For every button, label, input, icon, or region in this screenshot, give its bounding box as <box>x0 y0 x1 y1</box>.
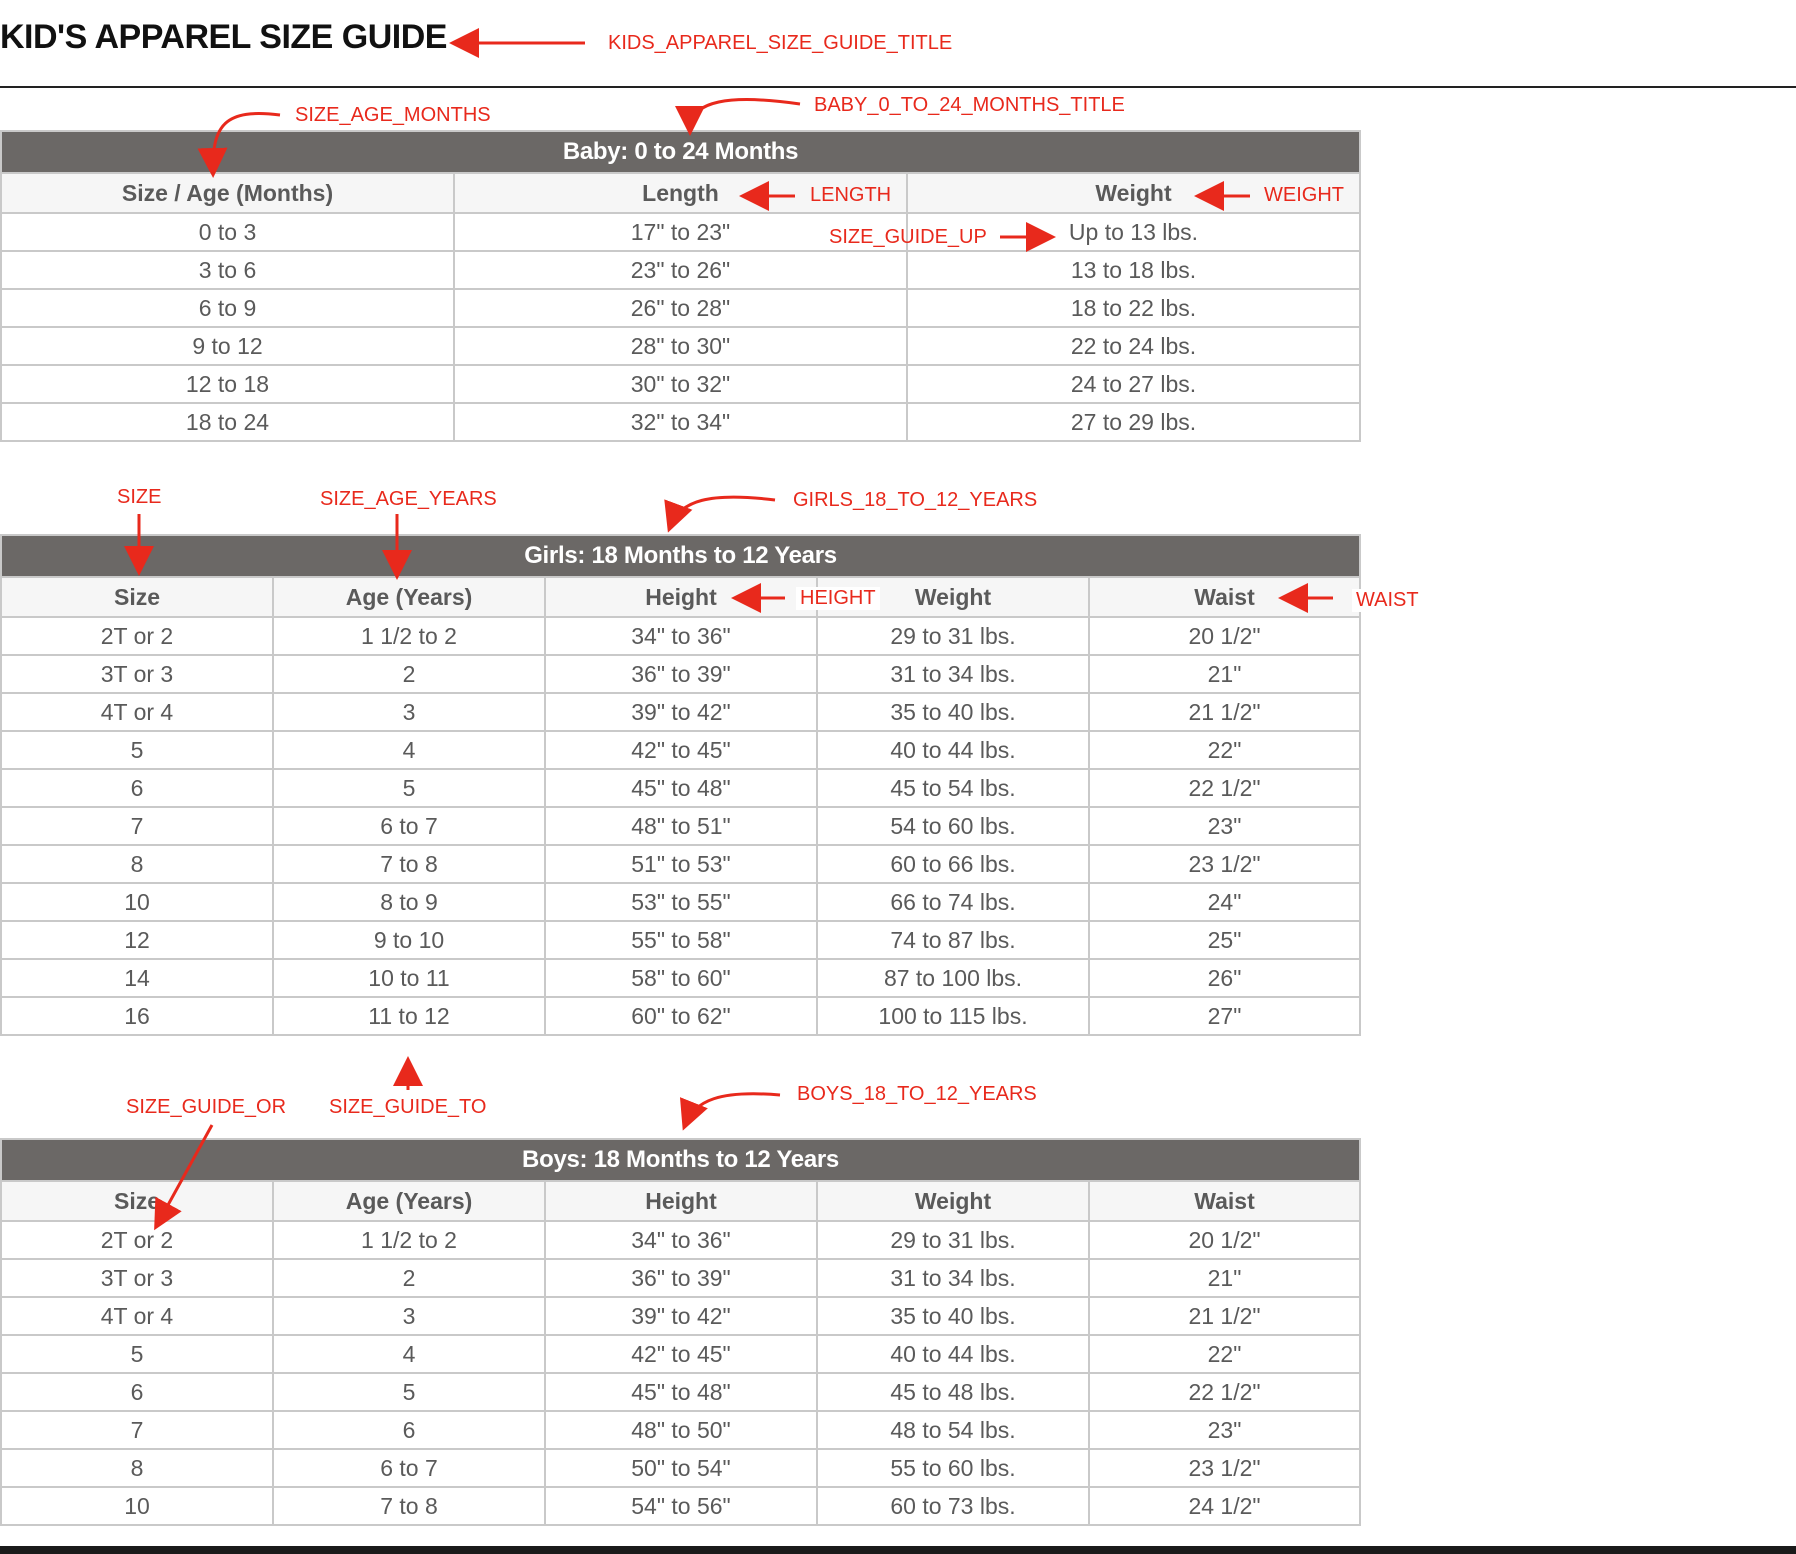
table-cell: 27 to 29 lbs. <box>907 403 1360 441</box>
table-cell: 54 to 60 lbs. <box>817 807 1089 845</box>
table-cell: 42" to 45" <box>545 1335 817 1373</box>
annotation-size-age-years: SIZE_AGE_YEARS <box>320 488 497 510</box>
table-cell: 10 <box>1 883 273 921</box>
table-cell: 22 to 24 lbs. <box>907 327 1360 365</box>
table-cell: 6 to 7 <box>273 807 545 845</box>
table-cell: 4T or 4 <box>1 1297 273 1335</box>
header-weight: Weight <box>907 173 1360 213</box>
table-cell: 13 to 18 lbs. <box>907 251 1360 289</box>
table-cell: 18 to 24 <box>1 403 454 441</box>
table-cell: 3 <box>273 1297 545 1335</box>
table-row <box>1 1411 1360 1449</box>
header-height: Height <box>545 1181 817 1221</box>
annotation-boys-title: BOYS_18_TO_12_YEARS <box>797 1083 1037 1105</box>
annotation-waist: WAIST <box>1352 589 1423 612</box>
table-cell: 10 <box>1 1487 273 1525</box>
table-cell: 36" to 39" <box>545 1259 817 1297</box>
table-cell: 36" to 39" <box>545 655 817 693</box>
table-cell: 32" to 34" <box>454 403 907 441</box>
table-cell: 10 to 11 <box>273 959 545 997</box>
table-cell: 23" <box>1089 807 1360 845</box>
arrow-girls-title <box>670 497 775 527</box>
table-row <box>1 731 1360 769</box>
table-cell: 8 <box>1 1449 273 1487</box>
table-cell: 60" to 62" <box>545 997 817 1035</box>
table-cell: 27" <box>1089 997 1360 1035</box>
arrow-baby-title <box>690 100 800 130</box>
table-cell: 22" <box>1089 1335 1360 1373</box>
table-cell: 1 1/2 to 2 <box>273 617 545 655</box>
table-cell: 22 1/2" <box>1089 769 1360 807</box>
table-cell: 22 1/2" <box>1089 1373 1360 1411</box>
table-cell: 4 <box>273 731 545 769</box>
table-cell: 24 to 27 lbs. <box>907 365 1360 403</box>
table-row <box>1 1259 1360 1297</box>
table-cell: 26" <box>1089 959 1360 997</box>
boys-size-table <box>0 1138 1361 1526</box>
table-cell: 21" <box>1089 1259 1360 1297</box>
table-cell: 21" <box>1089 655 1360 693</box>
table-cell: 18 to 22 lbs. <box>907 289 1360 327</box>
table-row <box>1 289 1360 327</box>
annotation-size-age-months: SIZE_AGE_MONTHS <box>295 104 491 126</box>
table-cell: 3 to 6 <box>1 251 454 289</box>
table-cell: 51" to 53" <box>545 845 817 883</box>
table-cell: 23" to 26" <box>454 251 907 289</box>
annotation-size: SIZE <box>117 486 162 508</box>
table-cell: 21 1/2" <box>1089 693 1360 731</box>
table-cell: 20 1/2" <box>1089 617 1360 655</box>
table-cell: 6 <box>1 1373 273 1411</box>
table-row <box>1 617 1360 655</box>
header-weight: Weight <box>817 577 1089 617</box>
table-cell: 54" to 56" <box>545 1487 817 1525</box>
table-cell: 45" to 48" <box>545 769 817 807</box>
table-row <box>1 959 1360 997</box>
annotation-height: HEIGHT <box>796 587 880 610</box>
table-cell: 45" to 48" <box>545 1373 817 1411</box>
table-row <box>1 1221 1360 1259</box>
table-row <box>1 251 1360 289</box>
table-cell: 40 to 44 lbs. <box>817 731 1089 769</box>
table-cell: 8 to 9 <box>273 883 545 921</box>
table-cell: 5 <box>273 1373 545 1411</box>
table-cell: 17" to 23" <box>454 213 907 251</box>
table-cell: 12 to 18 <box>1 365 454 403</box>
table-row <box>1 1373 1360 1411</box>
annotation-title: KIDS_APPAREL_SIZE_GUIDE_TITLE <box>608 32 953 54</box>
table-row <box>1 213 1360 251</box>
table-cell: 58" to 60" <box>545 959 817 997</box>
table-cell: 35 to 40 lbs. <box>817 1297 1089 1335</box>
table-row <box>1 883 1360 921</box>
table-cell: 29 to 31 lbs. <box>817 1221 1089 1259</box>
table-cell: 53" to 55" <box>545 883 817 921</box>
header-size: Size <box>1 577 273 617</box>
baby-size-table <box>0 130 1361 442</box>
header-waist: Waist <box>1089 1181 1360 1221</box>
table-cell: 6 to 9 <box>1 289 454 327</box>
table-cell: 74 to 87 lbs. <box>817 921 1089 959</box>
header-size: Size <box>1 1181 273 1221</box>
table-cell: 2 <box>273 655 545 693</box>
boys-table-title: Boys: 18 Months to 12 Years <box>1 1139 1360 1181</box>
table-cell: 39" to 42" <box>545 693 817 731</box>
table-cell: 60 to 66 lbs. <box>817 845 1089 883</box>
table-cell: 21 1/2" <box>1089 1297 1360 1335</box>
annotation-baby-title: BABY_0_TO_24_MONTHS_TITLE <box>814 94 1125 116</box>
table-cell: 8 <box>1 845 273 883</box>
table-cell: 6 <box>273 1411 545 1449</box>
table-cell: 16 <box>1 997 273 1035</box>
table-row <box>1 403 1360 441</box>
table-cell: 3T or 3 <box>1 655 273 693</box>
table-cell: 66 to 74 lbs. <box>817 883 1089 921</box>
header-height: Height <box>545 577 817 617</box>
table-cell: 20 1/2" <box>1089 1221 1360 1259</box>
table-row <box>1 693 1360 731</box>
title-divider <box>0 86 1796 88</box>
table-cell: 5 <box>1 731 273 769</box>
annotation-weight: WEIGHT <box>1264 184 1344 206</box>
table-cell: 2T or 2 <box>1 617 273 655</box>
header-age-years: Age (Years) <box>273 577 545 617</box>
table-cell: 40 to 44 lbs. <box>817 1335 1089 1373</box>
table-cell: 6 <box>1 769 273 807</box>
table-cell: 100 to 115 lbs. <box>817 997 1089 1035</box>
table-row <box>1 1335 1360 1373</box>
baby-table-title: Baby: 0 to 24 Months <box>1 131 1360 173</box>
page-title: KID'S APPAREL SIZE GUIDE <box>0 18 447 56</box>
table-cell: 2T or 2 <box>1 1221 273 1259</box>
table-cell: 23 1/2" <box>1089 845 1360 883</box>
table-cell: 11 to 12 <box>273 997 545 1035</box>
header-length: Length <box>454 173 907 213</box>
table-cell: 7 <box>1 807 273 845</box>
table-cell: 48" to 51" <box>545 807 817 845</box>
table-cell: 5 <box>1 1335 273 1373</box>
table-row <box>1 327 1360 365</box>
table-cell: 22" <box>1089 731 1360 769</box>
table-cell: 9 to 12 <box>1 327 454 365</box>
header-age-years: Age (Years) <box>273 1181 545 1221</box>
table-row <box>1 807 1360 845</box>
table-cell: 26" to 28" <box>454 289 907 327</box>
table-cell: 23 1/2" <box>1089 1449 1360 1487</box>
table-cell: 9 to 10 <box>273 921 545 959</box>
table-row <box>1 769 1360 807</box>
table-cell: 50" to 54" <box>545 1449 817 1487</box>
table-cell: 48" to 50" <box>545 1411 817 1449</box>
table-cell: 1 1/2 to 2 <box>273 1221 545 1259</box>
table-cell: 6 to 7 <box>273 1449 545 1487</box>
table-row <box>1 365 1360 403</box>
table-cell: 23" <box>1089 1411 1360 1449</box>
table-cell: 31 to 34 lbs. <box>817 1259 1089 1297</box>
table-cell: 55" to 58" <box>545 921 817 959</box>
table-cell: 45 to 54 lbs. <box>817 769 1089 807</box>
table-cell: 3T or 3 <box>1 1259 273 1297</box>
table-cell: 3 <box>273 693 545 731</box>
table-row <box>1 655 1360 693</box>
table-cell: 24" <box>1089 883 1360 921</box>
table-cell: 34" to 36" <box>545 617 817 655</box>
arrow-boys-title <box>685 1094 780 1125</box>
table-cell: 7 to 8 <box>273 845 545 883</box>
annotation-size-guide-or: SIZE_GUIDE_OR <box>126 1096 287 1118</box>
table-row <box>1 845 1360 883</box>
table-cell: 48 to 54 lbs. <box>817 1411 1089 1449</box>
table-cell: 55 to 60 lbs. <box>817 1449 1089 1487</box>
table-cell: 39" to 42" <box>545 1297 817 1335</box>
table-cell: 24 1/2" <box>1089 1487 1360 1525</box>
table-cell: 4T or 4 <box>1 693 273 731</box>
table-cell: 35 to 40 lbs. <box>817 693 1089 731</box>
table-row <box>1 997 1360 1035</box>
table-cell: 42" to 45" <box>545 731 817 769</box>
annotation-girls-title: GIRLS_18_TO_12_YEARS <box>793 489 1038 511</box>
table-cell: Up to 13 lbs. <box>907 213 1360 251</box>
table-cell: 2 <box>273 1259 545 1297</box>
annotation-size-guide-to: SIZE_GUIDE_TO <box>329 1096 487 1118</box>
table-row <box>1 1487 1360 1525</box>
table-cell: 0 to 3 <box>1 213 454 251</box>
header-size-age-months: Size / Age (Months) <box>1 173 454 213</box>
table-cell: 60 to 73 lbs. <box>817 1487 1089 1525</box>
girls-size-table <box>0 534 1361 1036</box>
annotation-size-guide-up: SIZE_GUIDE_UP <box>829 226 987 248</box>
table-cell: 31 to 34 lbs. <box>817 655 1089 693</box>
bottom-edge-bar <box>0 1546 1796 1554</box>
table-cell: 12 <box>1 921 273 959</box>
table-cell: 34" to 36" <box>545 1221 817 1259</box>
table-cell: 4 <box>273 1335 545 1373</box>
table-row <box>1 1449 1360 1487</box>
table-cell: 30" to 32" <box>454 365 907 403</box>
table-cell: 29 to 31 lbs. <box>817 617 1089 655</box>
table-cell: 7 <box>1 1411 273 1449</box>
table-cell: 87 to 100 lbs. <box>817 959 1089 997</box>
table-cell: 14 <box>1 959 273 997</box>
table-cell: 45 to 48 lbs. <box>817 1373 1089 1411</box>
table-cell: 25" <box>1089 921 1360 959</box>
table-cell: 5 <box>273 769 545 807</box>
header-weight: Weight <box>817 1181 1089 1221</box>
table-row <box>1 921 1360 959</box>
table-row <box>1 1297 1360 1335</box>
annotation-length: LENGTH <box>810 184 892 206</box>
girls-table-title: Girls: 18 Months to 12 Years <box>1 535 1360 577</box>
table-cell: 7 to 8 <box>273 1487 545 1525</box>
header-waist: Waist <box>1089 577 1360 617</box>
table-cell: 28" to 30" <box>454 327 907 365</box>
